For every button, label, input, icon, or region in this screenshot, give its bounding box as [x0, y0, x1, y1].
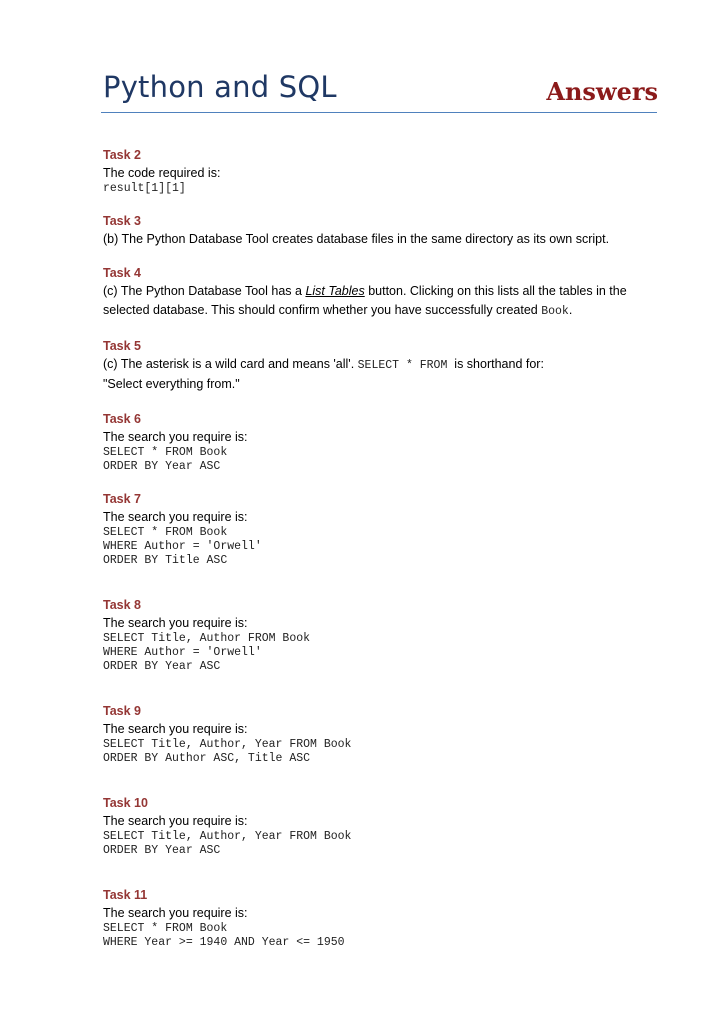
task-text [103, 301, 643, 321]
task-heading: Task 8 [103, 598, 141, 612]
task-6 [103, 410, 643, 474]
task-7 [103, 490, 643, 568]
task-5 [103, 337, 643, 394]
code-block: SELECT Title, Author FROM Book WHERE Author = 'Orwell' ORDER BY Year ASC [103, 632, 311, 673]
task-heading: Task 5 [103, 339, 141, 353]
task-heading: Task 10 [103, 796, 148, 810]
code-block: SELECT * FROM Book ORDER BY Year ASC [103, 446, 228, 473]
header-divider [101, 112, 657, 113]
answers-content [103, 146, 643, 966]
task-3 [103, 212, 643, 248]
task-text: The code required is: [103, 166, 221, 180]
task-heading: Task 3 [103, 214, 141, 228]
task-text: "Select everything from." [103, 377, 240, 391]
task-text-part: is shorthand for: [447, 357, 544, 371]
task-heading: Task 11 [103, 888, 148, 902]
inline-code: Book [541, 305, 569, 318]
task-8 [103, 596, 643, 674]
code-block: result[1][1] [103, 182, 186, 195]
task-11 [103, 886, 643, 950]
task-text-part: (c) The asterisk is a wild card and means 'all'. [103, 357, 358, 371]
task-9 [103, 702, 643, 766]
task-heading: Task 6 [103, 412, 141, 426]
code-block: SELECT * FROM Book WHERE Year >= 1940 AND Year <= 1950 [103, 922, 345, 949]
list-tables-reference: List Tables [305, 284, 365, 298]
task-text [103, 282, 643, 301]
task-text: The search you require is: [103, 430, 248, 444]
task-heading: Task 9 [103, 704, 141, 718]
task-text-part: selected database. This should confirm whether you have successfully created [103, 303, 542, 317]
task-text: (b) The Python Database Tool creates database files in the same directory as its own script. [103, 232, 610, 246]
task-text [103, 355, 643, 375]
task-text-part: button. Clicking on this lists all the tables in the [364, 284, 627, 298]
page-title: Python and SQL [103, 70, 337, 104]
code-block: SELECT Title, Author, Year FROM Book ORDER BY Year ASC [103, 830, 352, 857]
task-text: The search you require is: [103, 722, 248, 736]
task-text: The search you require is: [103, 814, 248, 828]
task-text: The search you require is: [103, 510, 248, 524]
task-text: The search you require is: [103, 906, 248, 920]
task-text: The search you require is: [103, 616, 248, 630]
inline-code: SELECT * FROM [357, 359, 448, 372]
code-block: SELECT * FROM Book WHERE Author = 'Orwell' ORDER BY Title ASC [103, 526, 262, 567]
task-heading: Task 4 [103, 266, 141, 280]
task-text-part: (c) The Python Database Tool has a [103, 284, 306, 298]
task-heading: Task 7 [103, 492, 141, 506]
answers-label: Answers [546, 77, 658, 106]
code-block: SELECT Title, Author, Year FROM Book ORDER BY Author ASC, Title ASC [103, 738, 352, 765]
task-2 [103, 146, 643, 196]
task-4 [103, 264, 643, 321]
task-heading: Task 2 [103, 148, 141, 162]
task-10 [103, 794, 643, 858]
task-text-part: . [568, 303, 573, 317]
